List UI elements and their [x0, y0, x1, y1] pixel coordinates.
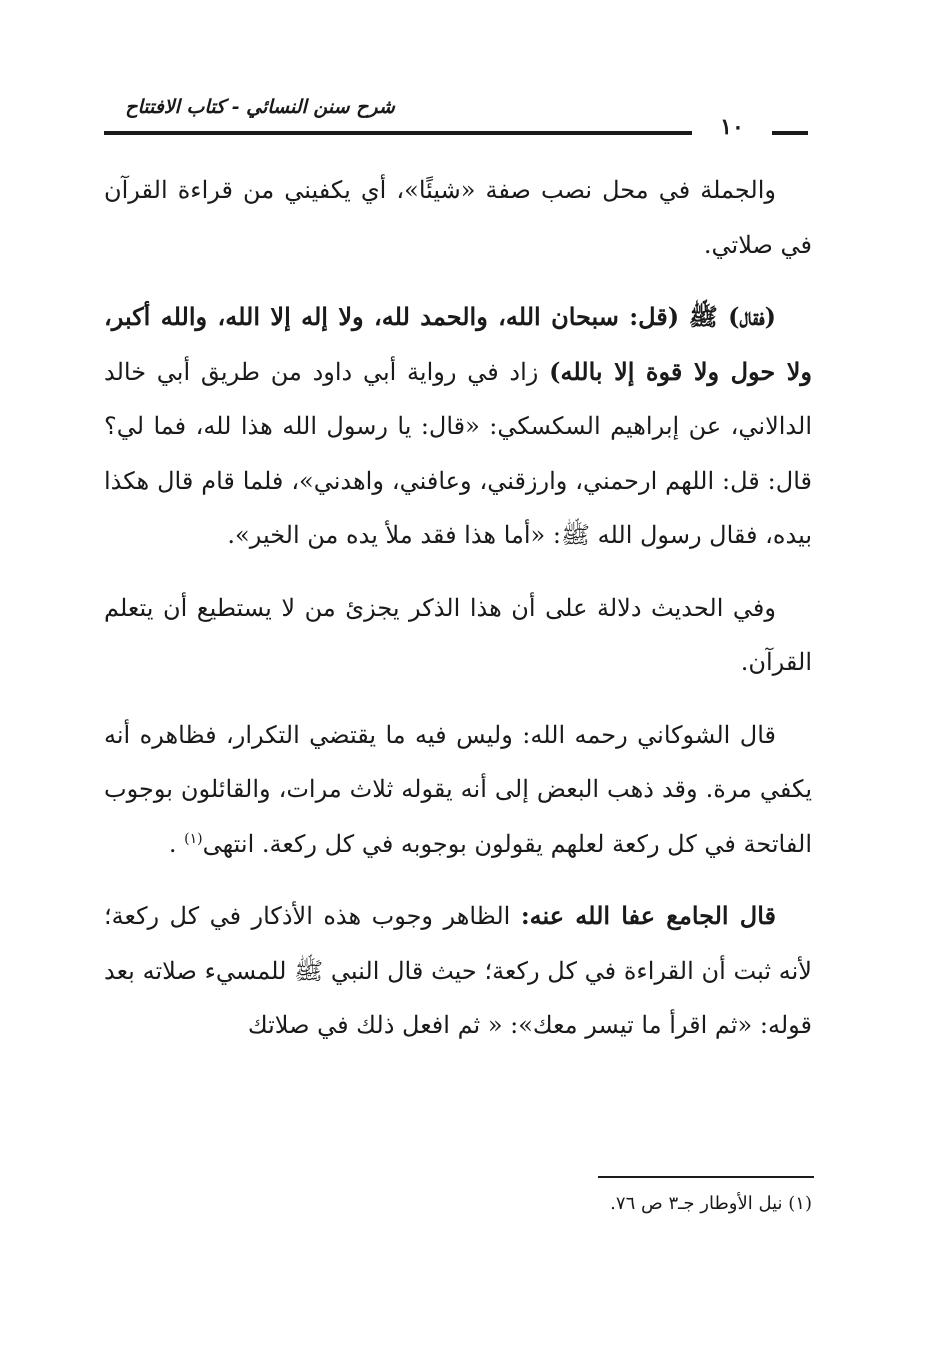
footnote-rule	[598, 1176, 814, 1178]
footnote-text: نيل الأوطار جـ٣ ص ٧٦.	[610, 1193, 783, 1214]
author-lead: قال الجامع عفا الله عنه:	[520, 901, 776, 930]
author-commentary: الظاهر وجوب هذه الأذكار في كل ركعة؛ لأنه ثبت أن القراءة في كل ركعة؛ حيث قال النبي ﷺ للمسيء صلاته بعد قوله: «ثم اقرأ ما تيسر معك»: « ثم افعل ذلك في صلاتك	[104, 902, 812, 1039]
main-text	[104, 163, 812, 1071]
paragraph-2	[104, 290, 812, 563]
paragraph-4-end: .	[168, 829, 177, 858]
footnote	[104, 1188, 812, 1220]
running-title: شرح سنن النسائي - كتاب الافتتاح	[125, 96, 395, 118]
paragraph-3: وفي الحديث دلالة على أن هذا الذكر يجزئ من لا يستطيع أن يتعلم القرآن.	[104, 593, 812, 676]
footnote-reference[interactable]: (١)	[184, 830, 203, 847]
hadith-commentary: زاد في رواية أبي داود من طريق أبي خالد الدالاني، عن إبراهيم السكسكي: «قال: يا رسول الله هذا لله، فما لي؟ قال: قل: اللهم ارحمني، وارزقني، وعافني، واهدني»، فلما قام قال هكذا بيده، فقال رسول الله ﷺ: «أما هذا فقد ملأ يده من الخير».	[104, 357, 812, 549]
paragraph-5	[104, 889, 812, 1053]
footnote-number: (١)	[788, 1193, 812, 1214]
hadith-quote: (قل: سبحان الله، والحمد لله، ولا إله إلا الله، والله أكبر، ولا حول ولا قوة إلا بالله)	[104, 302, 812, 386]
page-number-dash	[772, 131, 808, 135]
shawkani-quote: قال الشوكاني رحمه الله: وليس فيه ما يقتضي التكرار، فظاهره أنه يكفي مرة. وقد ذهب البعض إلى أنه يقوله ثلاث مرات، والقائلون بوجوب الفاتحة في كل ركعة لعلهم يقولون بوجوبه في كل ركعة. انتهى	[104, 720, 812, 858]
page-number: ١٠	[720, 114, 744, 140]
hadith-lead: (فقال) ﷺ	[688, 302, 776, 331]
paragraph-4	[104, 708, 812, 872]
paragraph-1: والجملة في محل نصب صفة «شيئًا»، أي يكفيني من قراءة القرآن في صلاتي.	[104, 176, 812, 259]
header-rule	[104, 131, 692, 135]
